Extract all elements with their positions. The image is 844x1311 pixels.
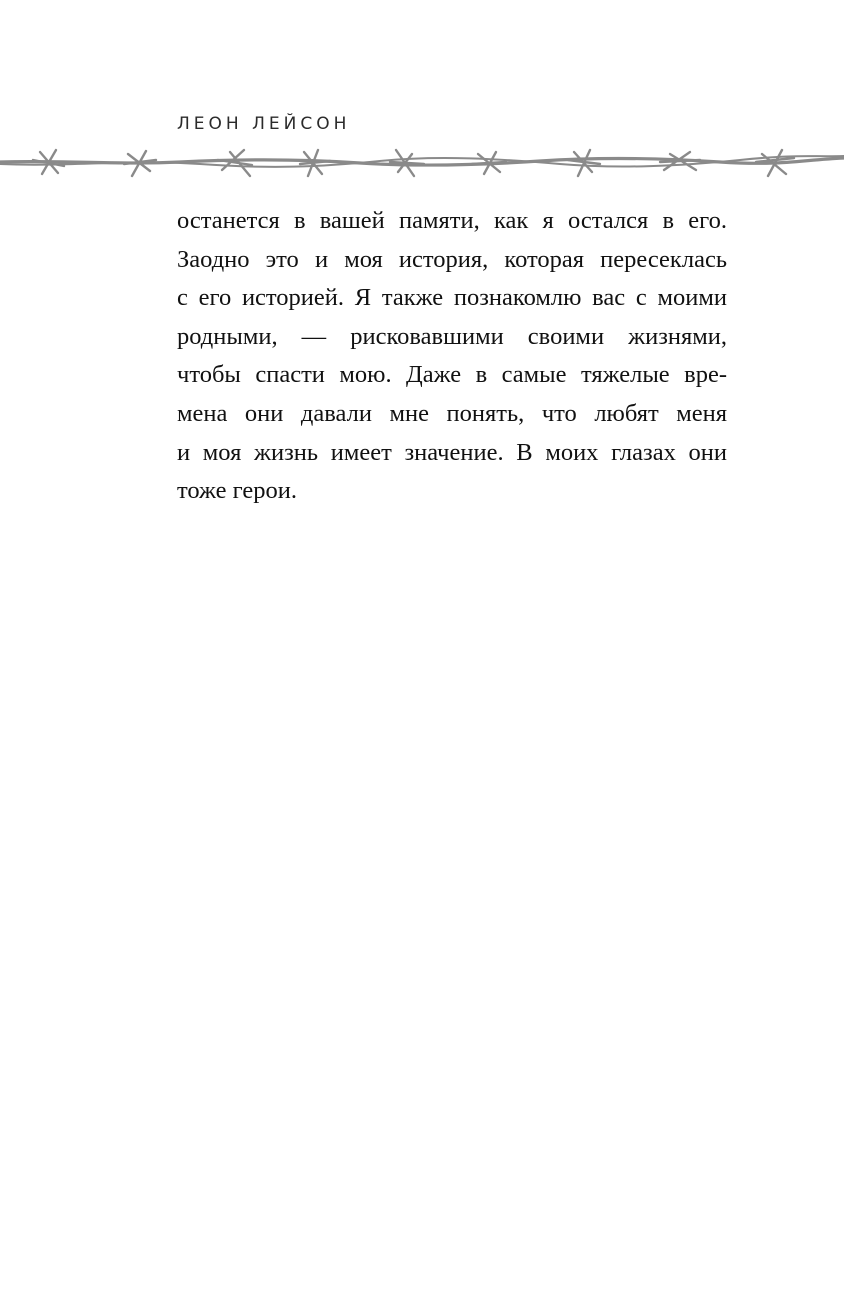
running-head-author: ЛЕОН ЛЕЙСОН (177, 114, 351, 134)
text-line: и моя жизнь имеет значение. В моих глазах они (177, 438, 727, 466)
text-line: мена они давали мне понять, что любят меня (177, 399, 727, 427)
text-line: с его историей. Я также познакомлю вас с моими (177, 284, 727, 312)
text-line: останется в вашей памяти, как я остался в его. (177, 207, 727, 234)
body-paragraph (177, 202, 727, 511)
text-line-last: тоже герои. (177, 477, 297, 505)
barbed-wire-icon (0, 140, 844, 186)
text-line: чтобы спасти мою. Даже в самые тяжелые вре- (177, 361, 727, 389)
text-line: Заодно это и моя история, которая пересеклась (177, 245, 727, 273)
text-line: родными, — рисковавшими своими жизнями, (177, 322, 727, 350)
